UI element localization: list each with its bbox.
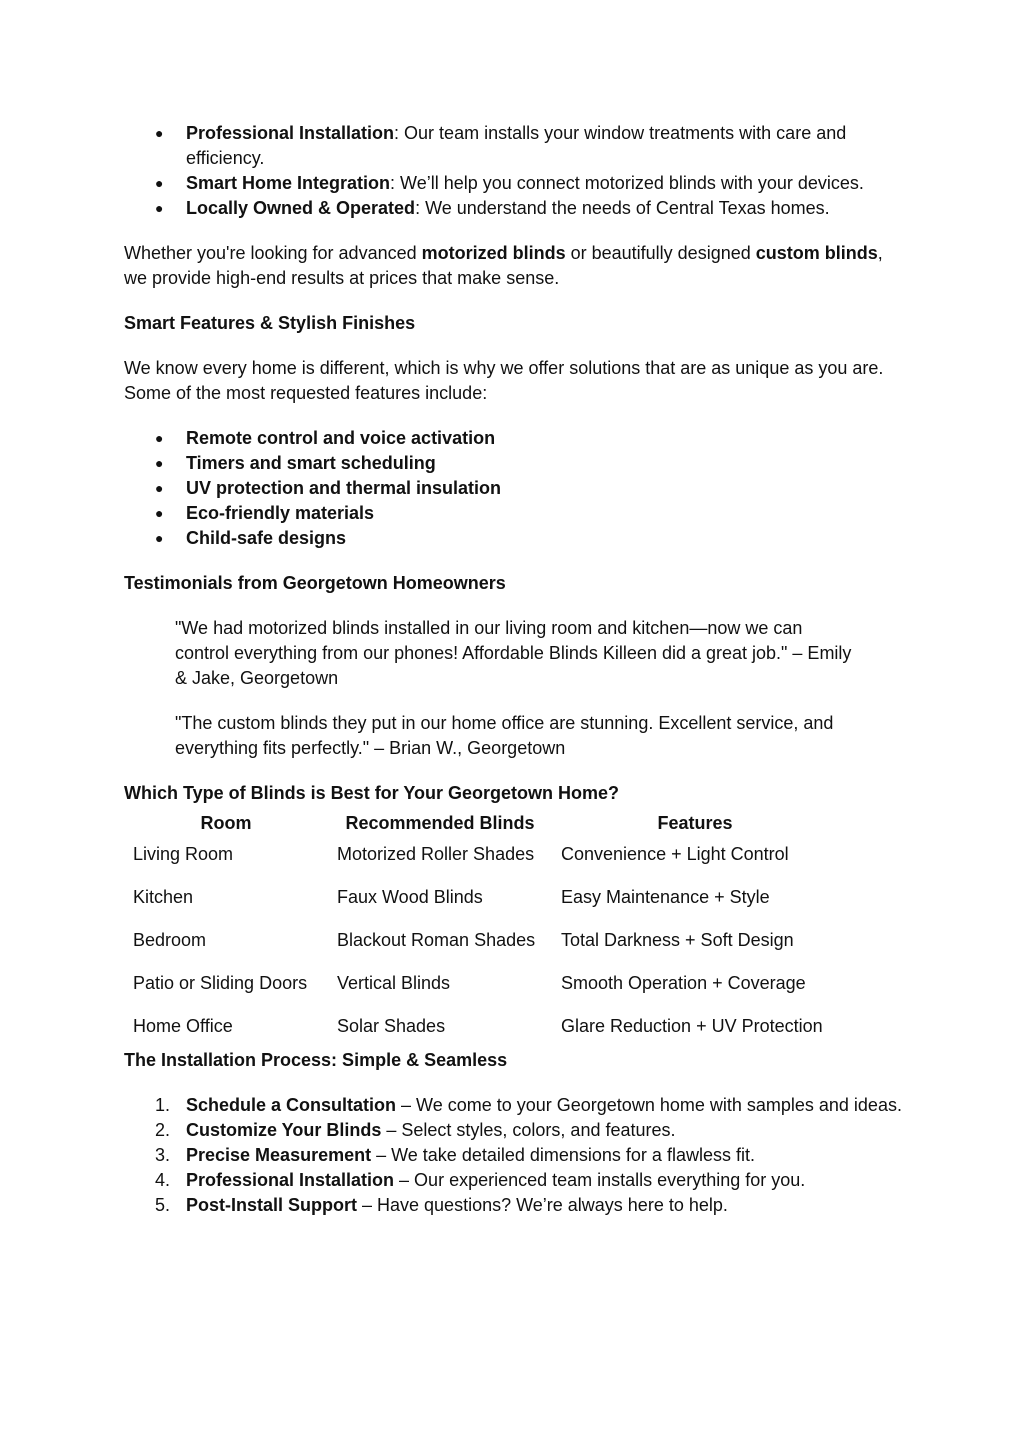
process-steps-list <box>124 1093 904 1218</box>
table-row <box>124 836 838 879</box>
document-page <box>124 121 904 1218</box>
list-item: ● Professional Installation: Our team installs your window treatments with care and efficiency. <box>124 121 904 171</box>
table-header-row <box>124 812 838 836</box>
testimonial-quote: "We had motorized blinds installed in our living room and kitchen—now we can control everything from our phones! Affordable Blinds Killeen did a great job." – Emily & Jake, Georgetown <box>175 618 852 688</box>
features-heading: Smart Features & Stylish Finishes <box>124 313 416 333</box>
column-header-features: Features <box>657 813 733 833</box>
table-row <box>124 879 838 922</box>
column-header-recommended-blinds: Recommended Blinds <box>345 813 535 833</box>
list-item: ● UV protection and thermal insulation <box>124 476 904 501</box>
list-item: ● Remote control and voice activation <box>124 426 904 451</box>
table-row <box>124 922 838 965</box>
column-header-room: Room <box>200 813 252 833</box>
list-item: ● Child-safe designs <box>124 526 904 551</box>
list-item: 2. Customize Your Blinds – Select styles, colors, and features. <box>155 1120 676 1140</box>
table-cell: Faux Wood Blinds <box>337 887 483 907</box>
list-item: 3. Precise Measurement – We take detailed dimensions for a flawless fit. <box>155 1145 755 1165</box>
table-cell: Total Darkness + Soft Design <box>561 930 794 950</box>
table-cell: Living Room <box>133 844 234 864</box>
list-item: 5. Post-Install Support – Have questions? We’re always here to help. <box>155 1195 728 1215</box>
table-cell: Patio or Sliding Doors <box>133 973 308 993</box>
table-cell: Home Office <box>133 1016 233 1036</box>
list-item: 4. Professional Installation – Our experienced team installs everything for you. <box>155 1170 806 1190</box>
testimonials-heading: Testimonials from Georgetown Homeowners <box>124 573 506 593</box>
table-row <box>124 965 838 1008</box>
table-cell: Vertical Blinds <box>337 973 451 993</box>
table-cell: Glare Reduction + UV Protection <box>561 1016 823 1036</box>
table-cell: Motorized Roller Shades <box>337 844 535 864</box>
testimonial-quote: "The custom blinds they put in our home office are stunning. Excellent service, and everything fits perfectly." – Brian W., Georgetown <box>175 713 834 758</box>
table-cell: Bedroom <box>133 930 207 950</box>
table-cell: Blackout Roman Shades <box>337 930 536 950</box>
table-cell: Convenience + Light Control <box>561 844 789 864</box>
list-item: ● Locally Owned & Operated: We understand the needs of Central Texas homes. <box>124 196 904 221</box>
list-item: ● Smart Home Integration: We’ll help you connect motorized blinds with your devices. <box>124 171 904 196</box>
blinds-table <box>124 812 838 1039</box>
benefits-list <box>124 121 904 221</box>
list-item: ● Timers and smart scheduling <box>124 451 904 476</box>
table-cell: Smooth Operation + Coverage <box>561 973 806 993</box>
table-heading: Which Type of Blinds is Best for Your Georgetown Home? <box>124 783 620 803</box>
features-list <box>124 426 904 551</box>
features-intro: We know every home is different, which is why we offer solutions that are as unique as you are. Some of the most requested features include: <box>124 358 884 403</box>
table-cell: Solar Shades <box>337 1016 446 1036</box>
table-cell: Kitchen <box>133 887 194 907</box>
process-heading: The Installation Process: Simple & Seamless <box>124 1050 508 1070</box>
list-item: ● Eco-friendly materials <box>124 501 904 526</box>
list-item: 1. Schedule a Consultation – We come to your Georgetown home with samples and ideas. <box>155 1095 902 1115</box>
intro-paragraph: Whether you're looking for advanced motorized blinds or beautifully designed custom blinds, we provide high-end results at prices that make sense. <box>124 243 883 288</box>
table-row <box>124 1008 838 1039</box>
table-cell: Easy Maintenance + Style <box>561 887 770 907</box>
